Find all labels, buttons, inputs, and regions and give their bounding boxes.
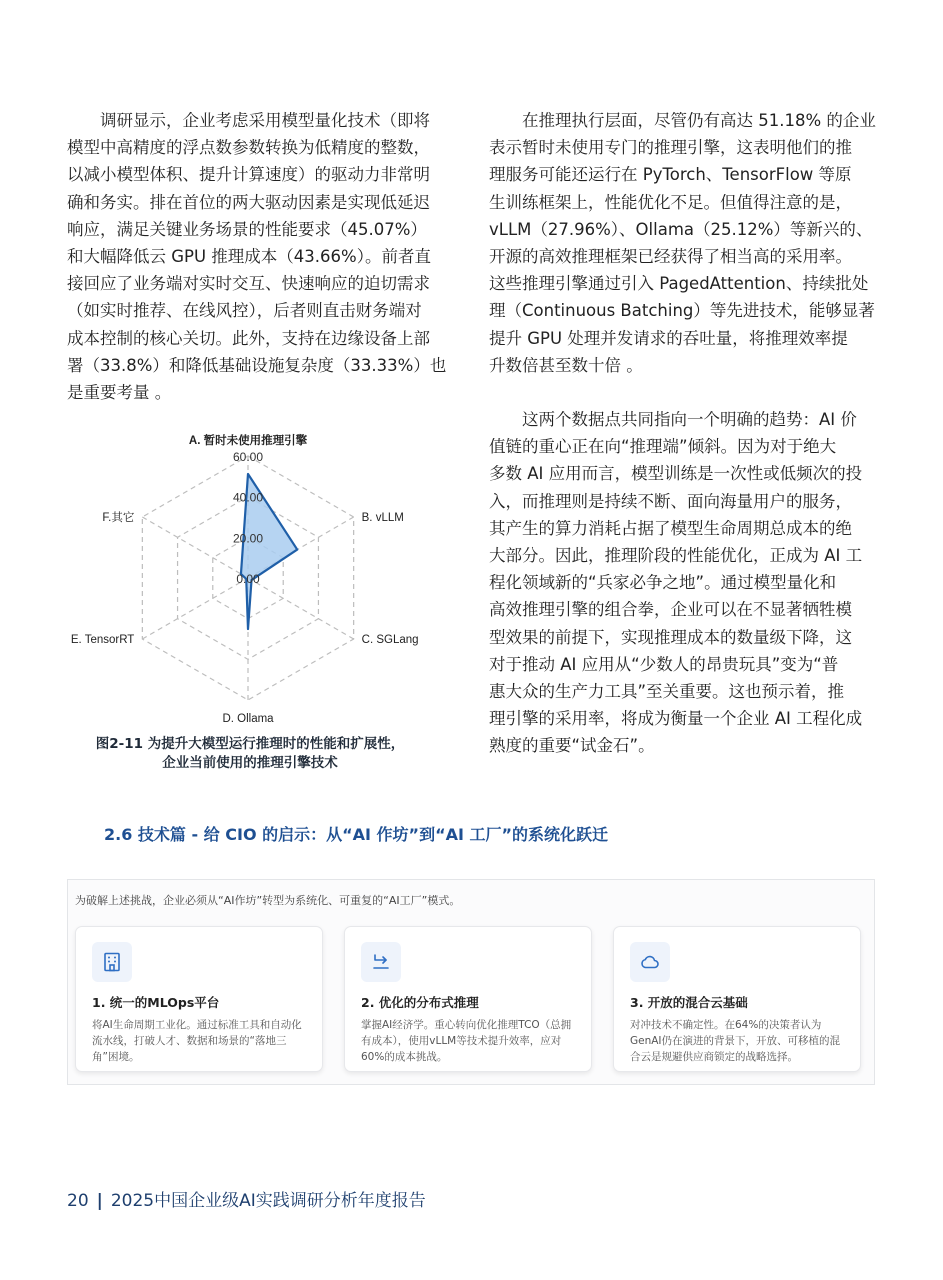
- text-line: 模型中高精度的浮点数参数转换为低精度的整数，: [67, 138, 430, 158]
- text-line: 理（Continuous Batching）等先进技术，能够显著: [489, 301, 875, 321]
- text-line: 表示暂时未使用专门的推理引擎，这表明他们的推: [489, 138, 852, 158]
- page-number: 20: [67, 1191, 89, 1211]
- text-line: 值链的重心正在向“推理端”倾斜。因为对于绝大: [489, 437, 837, 457]
- text-line: 理服务可能还运行在 PyTorch、TensorFlow 等原: [489, 165, 852, 185]
- route-arrows-icon: [361, 942, 401, 982]
- figure-caption: [60, 735, 440, 773]
- card-title: 3. 开放的混合云基础: [630, 995, 748, 1010]
- text-line: 其产生的算力消耗占据了模型生命周期总成本的绝: [489, 518, 852, 538]
- report-title: 2025中国企业级AI实践调研分析年度报告: [110, 1191, 426, 1211]
- text-line: 提升 GPU 处理并发请求的吞吐量，将推理效率提: [489, 328, 848, 348]
- text-line: 熟度的重要“试金石”。: [489, 736, 655, 756]
- figure-caption-line-2: 企业当前使用的推理引擎技术: [162, 755, 338, 771]
- card-title: 1. 统一的MLOps平台: [92, 995, 220, 1010]
- building-icon: [92, 942, 132, 982]
- radar-spoke: [142, 578, 248, 639]
- card-description: 对冲技术不确定性。在64%的决策者认为GenAI仍在演进的背景下，开放、可移植的混合云是规避供应商锁定的战略选择。: [630, 1019, 841, 1063]
- text-line: 是重要考量 。: [67, 383, 172, 403]
- radar-category-label: B. vLLM: [361, 512, 404, 524]
- text-line: 多数 AI 应用而言，模型训练是一次性或低频次的投: [489, 464, 863, 484]
- cloud-icon: [630, 942, 670, 982]
- text-line: 高效推理引擎的组合拳，企业可以在不显著牺牲模: [489, 600, 852, 620]
- text-line: 理引擎的采用率，将成为衡量一个企业 AI 工程化成: [489, 709, 863, 729]
- radar-tick-label: 20.00: [232, 531, 264, 546]
- page-footer: [67, 1186, 426, 1211]
- text-line: vLLM（27.96%）、Ollama（25.12%）等新兴的、: [489, 219, 873, 239]
- right-paragraph-1: [489, 107, 876, 379]
- card-description: 掌握AI经济学。重心转向优化推理TCO（总拥有成本），使用vLLM等技术提升效率，应对60%的成本挑战。: [361, 1019, 572, 1063]
- text-line: 程化领域新的“兵家必争之地”。通过模型量化和: [489, 573, 837, 593]
- left-paragraph: [67, 107, 457, 406]
- text-line: 开源的高效推理框架已经获得了相当高的采用率。: [489, 247, 852, 267]
- text-line: 大部分。因此，推理阶段的性能优化，正成为 AI 工: [489, 546, 863, 566]
- radar-category-label: C. SGLang: [361, 634, 419, 646]
- card-hybrid-cloud: [613, 926, 861, 1072]
- radar-tick-label: 60.00: [232, 450, 264, 464]
- text-line: 这些推理引擎通过引入 PagedAttention、持续批处: [489, 274, 869, 294]
- text-line: 调研显示，企业考虑采用模型量化技术（即将: [100, 111, 430, 130]
- radar-chart: [60, 425, 440, 730]
- text-line: 和大幅降低云 GPU 推理成本（43.66%）。前者直: [67, 247, 431, 267]
- text-line: 响应，满足关键业务场景的性能要求（45.07%）: [67, 219, 427, 239]
- radar-category-label: F.其它: [102, 512, 135, 524]
- radar-tick-label: 0.00: [236, 572, 260, 586]
- text-line: 入，而推理则是持续不断、面向海量用户的服务，: [489, 491, 852, 511]
- right-paragraph-2: [489, 406, 876, 760]
- text-line: （如实时推荐、在线风控），后者则直击财务端对: [67, 301, 422, 321]
- card-mlops-platform: [75, 926, 323, 1072]
- card-distributed-inference: [344, 926, 592, 1072]
- text-line: 升数倍甚至数十倍 。: [489, 355, 643, 375]
- radar-spoke: [248, 578, 354, 639]
- figure-caption-line-1: 图2-11 为提升大模型运行推理时的性能和扩展性，: [95, 736, 405, 752]
- text-line: 在推理执行层面，尽管仍有高达 51.18% 的企业: [522, 111, 876, 130]
- text-line: 成本控制的核心关切。此外，支持在边缘设备上部: [67, 328, 430, 348]
- text-line: 生训练框架上，性能优化不足。但值得注意的是，: [489, 192, 852, 212]
- text-line: 型效果的前提下，实现推理成本的数量级下降，这: [489, 627, 852, 647]
- radar-spoke: [142, 517, 248, 578]
- text-line: 接回应了业务端对实时交互、快速响应的迫切需求: [67, 274, 430, 294]
- footer-separator: |: [96, 1191, 103, 1211]
- radar-category-label: A. 暂时未使用推理引擎: [188, 435, 308, 447]
- text-line: 这两个数据点共同指向一个明确的趋势：AI 价: [522, 410, 857, 429]
- text-line: 署（33.8%）和降低基础设施复杂度（33.33%）也: [67, 355, 447, 375]
- radar-tick-label: 40.00: [232, 490, 264, 505]
- text-line: 确和务实。排在首位的两大驱动因素是实现低延迟: [67, 192, 430, 212]
- radar-category-label: E. TensorRT: [70, 634, 135, 646]
- text-line: 对于推动 AI 应用从“少数人的昂贵玩具”变为“普: [489, 654, 839, 674]
- text-line: 以减小模型体积、提升计算速度）的驱动力非常明: [67, 165, 430, 185]
- card-description: 将AI生命周期工业化。通过标准工具和自动化流水线，打破人才、数据和场景的“落地三角”困境。: [92, 1019, 302, 1063]
- cio-intro-text: 为破解上述挑战，企业必须从“AI作坊”转型为系统化、可重复的“AI工厂”模式。: [75, 894, 461, 907]
- text-line: 惠大众的生产力工具”至关重要。这也预示着，推: [489, 682, 845, 702]
- radar-category-label: D. Ollama: [222, 713, 274, 725]
- cio-insight-panel: [67, 879, 875, 1085]
- section-heading: 2.6 技术篇 - 给 CIO 的启示：从“AI 作坊”到“AI 工厂”的系统化跃迁: [104, 825, 609, 844]
- card-title: 2. 优化的分布式推理: [361, 995, 479, 1010]
